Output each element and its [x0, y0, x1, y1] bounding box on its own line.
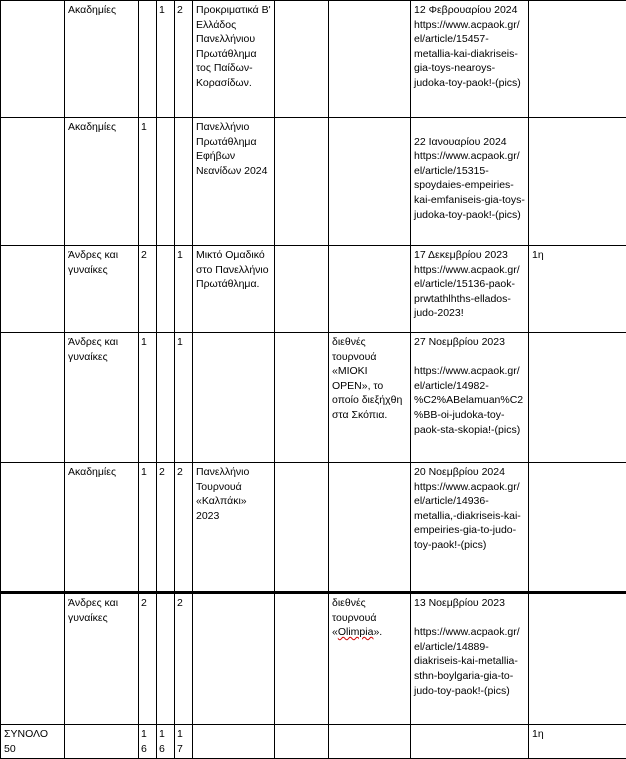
- event-cell: Προκριματικά Β' Ελλάδος Πανελλήνιου Πρωτάθλημα τος Παίδων-Κορασίδων.: [193, 1, 275, 118]
- total-count-cell: 1 7: [175, 725, 193, 759]
- blank-cell: [193, 725, 275, 759]
- blank-cell: [275, 593, 329, 725]
- table-row: [1, 463, 626, 593]
- category-cell: Άνδρες και γυναίκες: [65, 246, 139, 333]
- blank-cell: [275, 1, 329, 118]
- category-cell: Άνδρες και γυναίκες: [65, 333, 139, 463]
- total-count-cell: 1 6: [157, 725, 175, 759]
- blank-cell: [275, 463, 329, 593]
- blank-cell: [1, 246, 65, 333]
- blank-cell: [1, 593, 65, 725]
- venue-cell: [329, 118, 411, 246]
- source-cell: 12 Φεβρουαρίου 2024 https://www.acpaok.gr/el/article/15457-metallia-kai-diakriseis-gia-toys-nearoys-judoka-toy-paok!-(pics): [411, 1, 529, 118]
- total-rank-cell: 1η: [529, 725, 626, 759]
- count-cell: 2: [139, 593, 157, 725]
- total-label: ΣΥΝΟΛΟ 50: [1, 725, 65, 759]
- count-cell: 2: [157, 463, 175, 593]
- source-cell: 17 Δεκεμβρίου 2023 https://www.acpaok.gr/el/article/15136-paok-prwtathlhths-ellados-judo-2023!: [411, 246, 529, 333]
- count-cell: 1: [157, 1, 175, 118]
- count-cell: [157, 333, 175, 463]
- count-cell: 1: [139, 118, 157, 246]
- category-cell: Ακαδημίες: [65, 1, 139, 118]
- source-cell: 27 Νοεμβρίου 2023 https://www.acpaok.gr/el/article/14982-%C2%ABelamuan%C2%BB-oi-judoka-toy-paok-sta-skopia!-(pics): [411, 333, 529, 463]
- source-cell: 22 Ιανουαρίου 2024 https://www.acpaok.gr/el/article/15315-spoydaies-empeiries-kai-emfaniseis-gia-toys-judoka-toy-paok!-(pics): [411, 118, 529, 246]
- count-cell: 1: [139, 333, 157, 463]
- count-cell: [157, 246, 175, 333]
- venue-cell: [329, 593, 411, 725]
- blank-cell: [1, 333, 65, 463]
- blank-cell: [275, 725, 329, 759]
- blank-cell: [275, 246, 329, 333]
- totals-row: [1, 725, 626, 759]
- venue-cell: [329, 1, 411, 118]
- count-cell: 1: [175, 246, 193, 333]
- category-cell: Ακαδημίες: [65, 118, 139, 246]
- table-row: [1, 593, 626, 725]
- source-cell: 20 Νοεμβρίου 2024 https://www.acpaok.gr/el/article/14936-metallia,-diakriseis-kai-empeiries-gia-to-judo-toy-paok!-(pics): [411, 463, 529, 593]
- blank-cell: [275, 118, 329, 246]
- spellcheck-word: Olimpia: [338, 626, 374, 638]
- rank-cell: [529, 333, 626, 463]
- event-cell: Μικτό Ομαδικό στο Πανελλήνιο Πρωτάθλημα.: [193, 246, 275, 333]
- category-cell: Άνδρες και γυναίκες: [65, 593, 139, 725]
- table-row: [1, 1, 626, 118]
- event-cell: [193, 333, 275, 463]
- rank-cell: [529, 1, 626, 118]
- table-row: [1, 118, 626, 246]
- count-cell: [157, 593, 175, 725]
- venue-text: διεθνές τουρνουά «: [332, 597, 376, 638]
- source-cell: 13 Νοεμβρίου 2023 https://www.acpaok.gr/el/article/14889-diakriseis-kai-metallia-sthn-boylgaria-gia-to-judo-toy-paok!-(pics): [411, 593, 529, 725]
- venue-text: ».: [373, 626, 382, 638]
- count-cell: 2: [139, 246, 157, 333]
- count-cell: 2: [175, 593, 193, 725]
- blank-cell: [275, 333, 329, 463]
- rank-cell: 1η: [529, 246, 626, 333]
- blank-cell: [1, 463, 65, 593]
- blank-cell: [329, 725, 411, 759]
- venue-cell: [329, 463, 411, 593]
- count-cell: 2: [175, 1, 193, 118]
- event-cell: [193, 593, 275, 725]
- table-row: [1, 246, 626, 333]
- count-cell: [157, 118, 175, 246]
- count-cell: 1: [175, 333, 193, 463]
- count-cell: 2: [175, 463, 193, 593]
- venue-cell: διεθνές τουρνουά «MIOKI OPEN», το οποίο διεξήχθη στα Σκόπια.: [329, 333, 411, 463]
- event-cell: Πανελλήνιο Τουρνουά «Καλπάκι» 2023: [193, 463, 275, 593]
- table-row: [1, 333, 626, 463]
- rank-cell: [529, 463, 626, 593]
- rank-cell: [529, 593, 626, 725]
- count-cell: [139, 1, 157, 118]
- blank-cell: [1, 1, 65, 118]
- rank-cell: [529, 118, 626, 246]
- category-cell: Ακαδημίες: [65, 463, 139, 593]
- blank-cell: [1, 118, 65, 246]
- blank-cell: [65, 725, 139, 759]
- blank-cell: [411, 725, 529, 759]
- venue-cell: [329, 246, 411, 333]
- count-cell: [175, 118, 193, 246]
- total-count-cell: 1 6: [139, 725, 157, 759]
- count-cell: 1: [139, 463, 157, 593]
- event-cell: Πανελλήνιο Πρωτάθλημα Εφήβων Νεανίδων 2024: [193, 118, 275, 246]
